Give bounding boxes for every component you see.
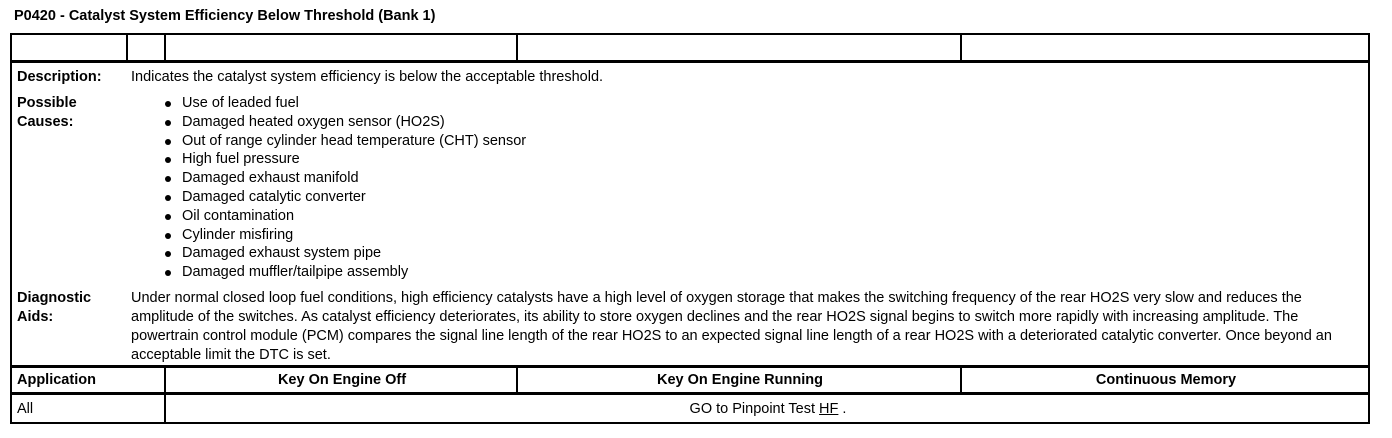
header-grid-cell [126, 35, 166, 60]
description-text: Indicates the catalyst system efficiency is below the acceptable threshold. [131, 69, 604, 85]
list-item: Damaged exhaust system pipe [162, 244, 526, 263]
info-block [10, 61, 1370, 367]
description-label: Description: [17, 69, 102, 85]
application-value: All [17, 400, 34, 417]
list-item: Use of leaded fuel [162, 94, 526, 113]
diagnostic-aids-label [17, 289, 91, 327]
list-item: Oil contamination [162, 207, 526, 226]
header-grid-cell [164, 35, 518, 60]
list-item: Damaged heated oxygen sensor (HO2S) [162, 113, 526, 132]
pinpoint-test-link[interactable]: HF [819, 400, 839, 417]
header-grid-cell [960, 35, 1370, 60]
diagnostic-aids-text: Under normal closed loop fuel conditions, high efficiency catalysts have a high level of oxygen storage that makes the switching frequency of the rear HO2S very slow and reduces the amplitude of the switches. As catalyst efficiency deteriorates, its ability to store oxygen declines and the rear HO2S signal begins to switch more rapidly with increasing amplitude. The powertrain control module (PCM) compares the signal line length of the rear HO2S to an expected signal line length of a rear HO2S with a deteriorated catalytic converter. Once beyond an acceptable limit the DTC is set. [131, 290, 1332, 363]
table-row [10, 393, 1370, 424]
list-item: Damaged exhaust manifold [162, 169, 526, 188]
header-grid-row [10, 33, 1370, 62]
action-prefix: GO to Pinpoint Test [689, 400, 820, 417]
column-header-koeo: Key On Engine Off [164, 368, 518, 392]
list-item: Damaged catalytic converter [162, 188, 526, 207]
column-header-application: Application [17, 372, 96, 388]
pinpoint-test-action [164, 395, 1370, 422]
action-suffix: . [838, 400, 847, 417]
possible-causes-label [17, 94, 77, 132]
list-item: High fuel pressure [162, 150, 526, 169]
column-header-continuous-memory: Continuous Memory [960, 368, 1370, 392]
list-item: Out of range cylinder head temperature (CHT) sensor [162, 132, 526, 151]
diagnostic-aids-label-line2: Aids: [17, 309, 54, 325]
page-title: P0420 - Catalyst System Efficiency Below Threshold (Bank 1) [14, 8, 436, 24]
application-table-header [10, 366, 1370, 394]
list-item: Damaged muffler/tailpipe assembly [162, 263, 526, 282]
possible-causes-list [162, 94, 526, 282]
list-item: Cylinder misfiring [162, 226, 526, 245]
possible-causes-label-line2: Causes: [17, 114, 74, 130]
possible-causes-label-line1: Possible [17, 95, 77, 111]
header-grid-cell [516, 35, 962, 60]
diagnostic-aids-label-line1: Diagnostic [17, 290, 92, 306]
column-header-koer: Key On Engine Running [516, 368, 962, 392]
